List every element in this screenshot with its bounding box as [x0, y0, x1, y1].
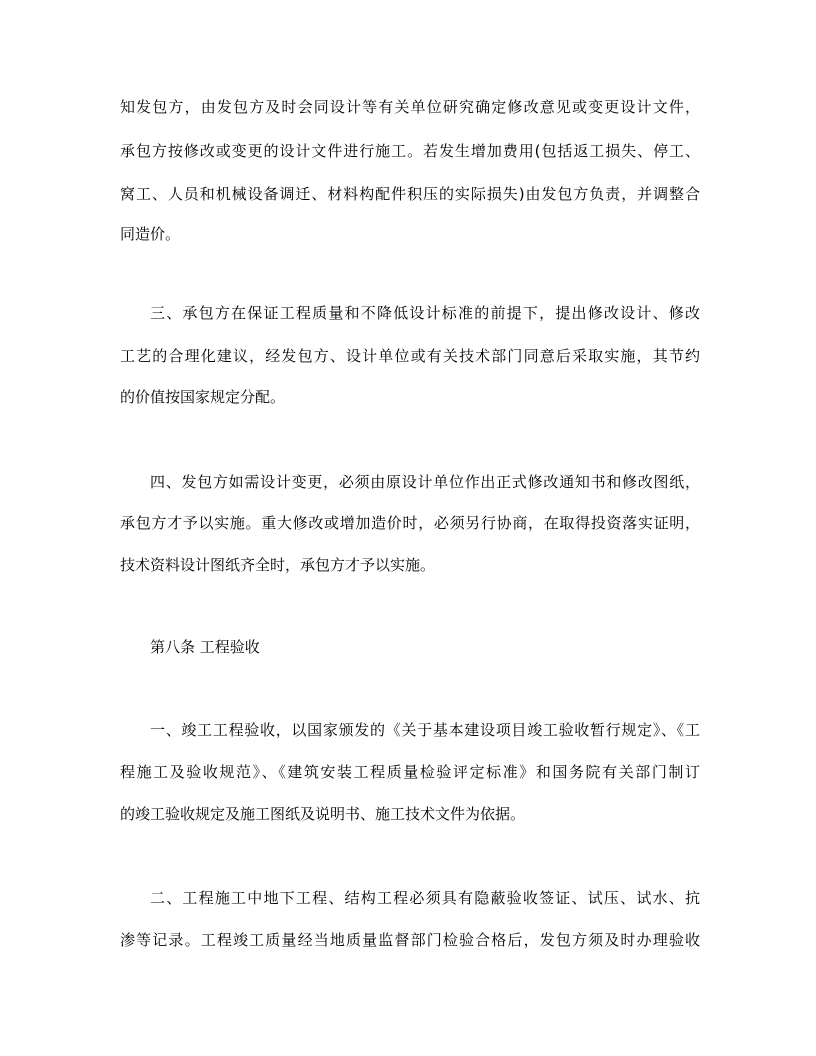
text-line: 承包方才予以实施。重大修改或增加造价时，必须另行协商，在取得投资落实证明，: [120, 514, 700, 532]
text-line: 同造价。: [120, 225, 181, 243]
text-line: 四、发包方如需设计变更，必须由原设计单位作出正式修改通知书和修改图纸，: [150, 473, 700, 491]
text-line: 技术资料设计图纸齐全时，承包方才予以实施。: [120, 556, 436, 574]
text-line: 的竣工验收规定及施工图纸及说明书、施工技术文件为依据。: [120, 805, 526, 823]
text-line: 知发包方，由发包方及时会同设计等有关单位研究确定修改意见或变更设计文件，: [120, 98, 700, 116]
text-line: 承包方按修改或变更的设计文件进行施工。若发生增加费用(包括返工损失、停工、: [120, 142, 700, 160]
section-heading: 第八条 工程验收: [150, 638, 260, 656]
text-line: 的价值按国家规定分配。: [120, 388, 286, 406]
text-line: 程施工及验收规范》、《建筑安装工程质量检验评定标准》和国务院有关部门制订: [120, 763, 700, 781]
text-line: 三、承包方在保证工程质量和不降低设计标准的前提下，提出修改设计、修改: [150, 304, 700, 322]
text-line: 窝工、人员和机械设备调迁、材料构配件积压的实际损失)由发包方负责，并调整合: [120, 185, 700, 203]
text-line: 工艺的合理化建议，经发包方、设计单位或有关技术部门同意后采取实施，其节约: [120, 347, 700, 365]
text-line: 渗等记录。工程竣工质量经当地质量监督部门检验合格后，发包方须及时办理验收: [120, 931, 700, 949]
text-line: 一、竣工工程验收，以国家颁发的《关于基本建设项目竣工验收暂行规定》、《工: [150, 721, 700, 739]
text-line: 二、工程施工中地下工程、结构工程必须具有隐蔽验收签证、试压、试水、抗: [150, 889, 700, 907]
